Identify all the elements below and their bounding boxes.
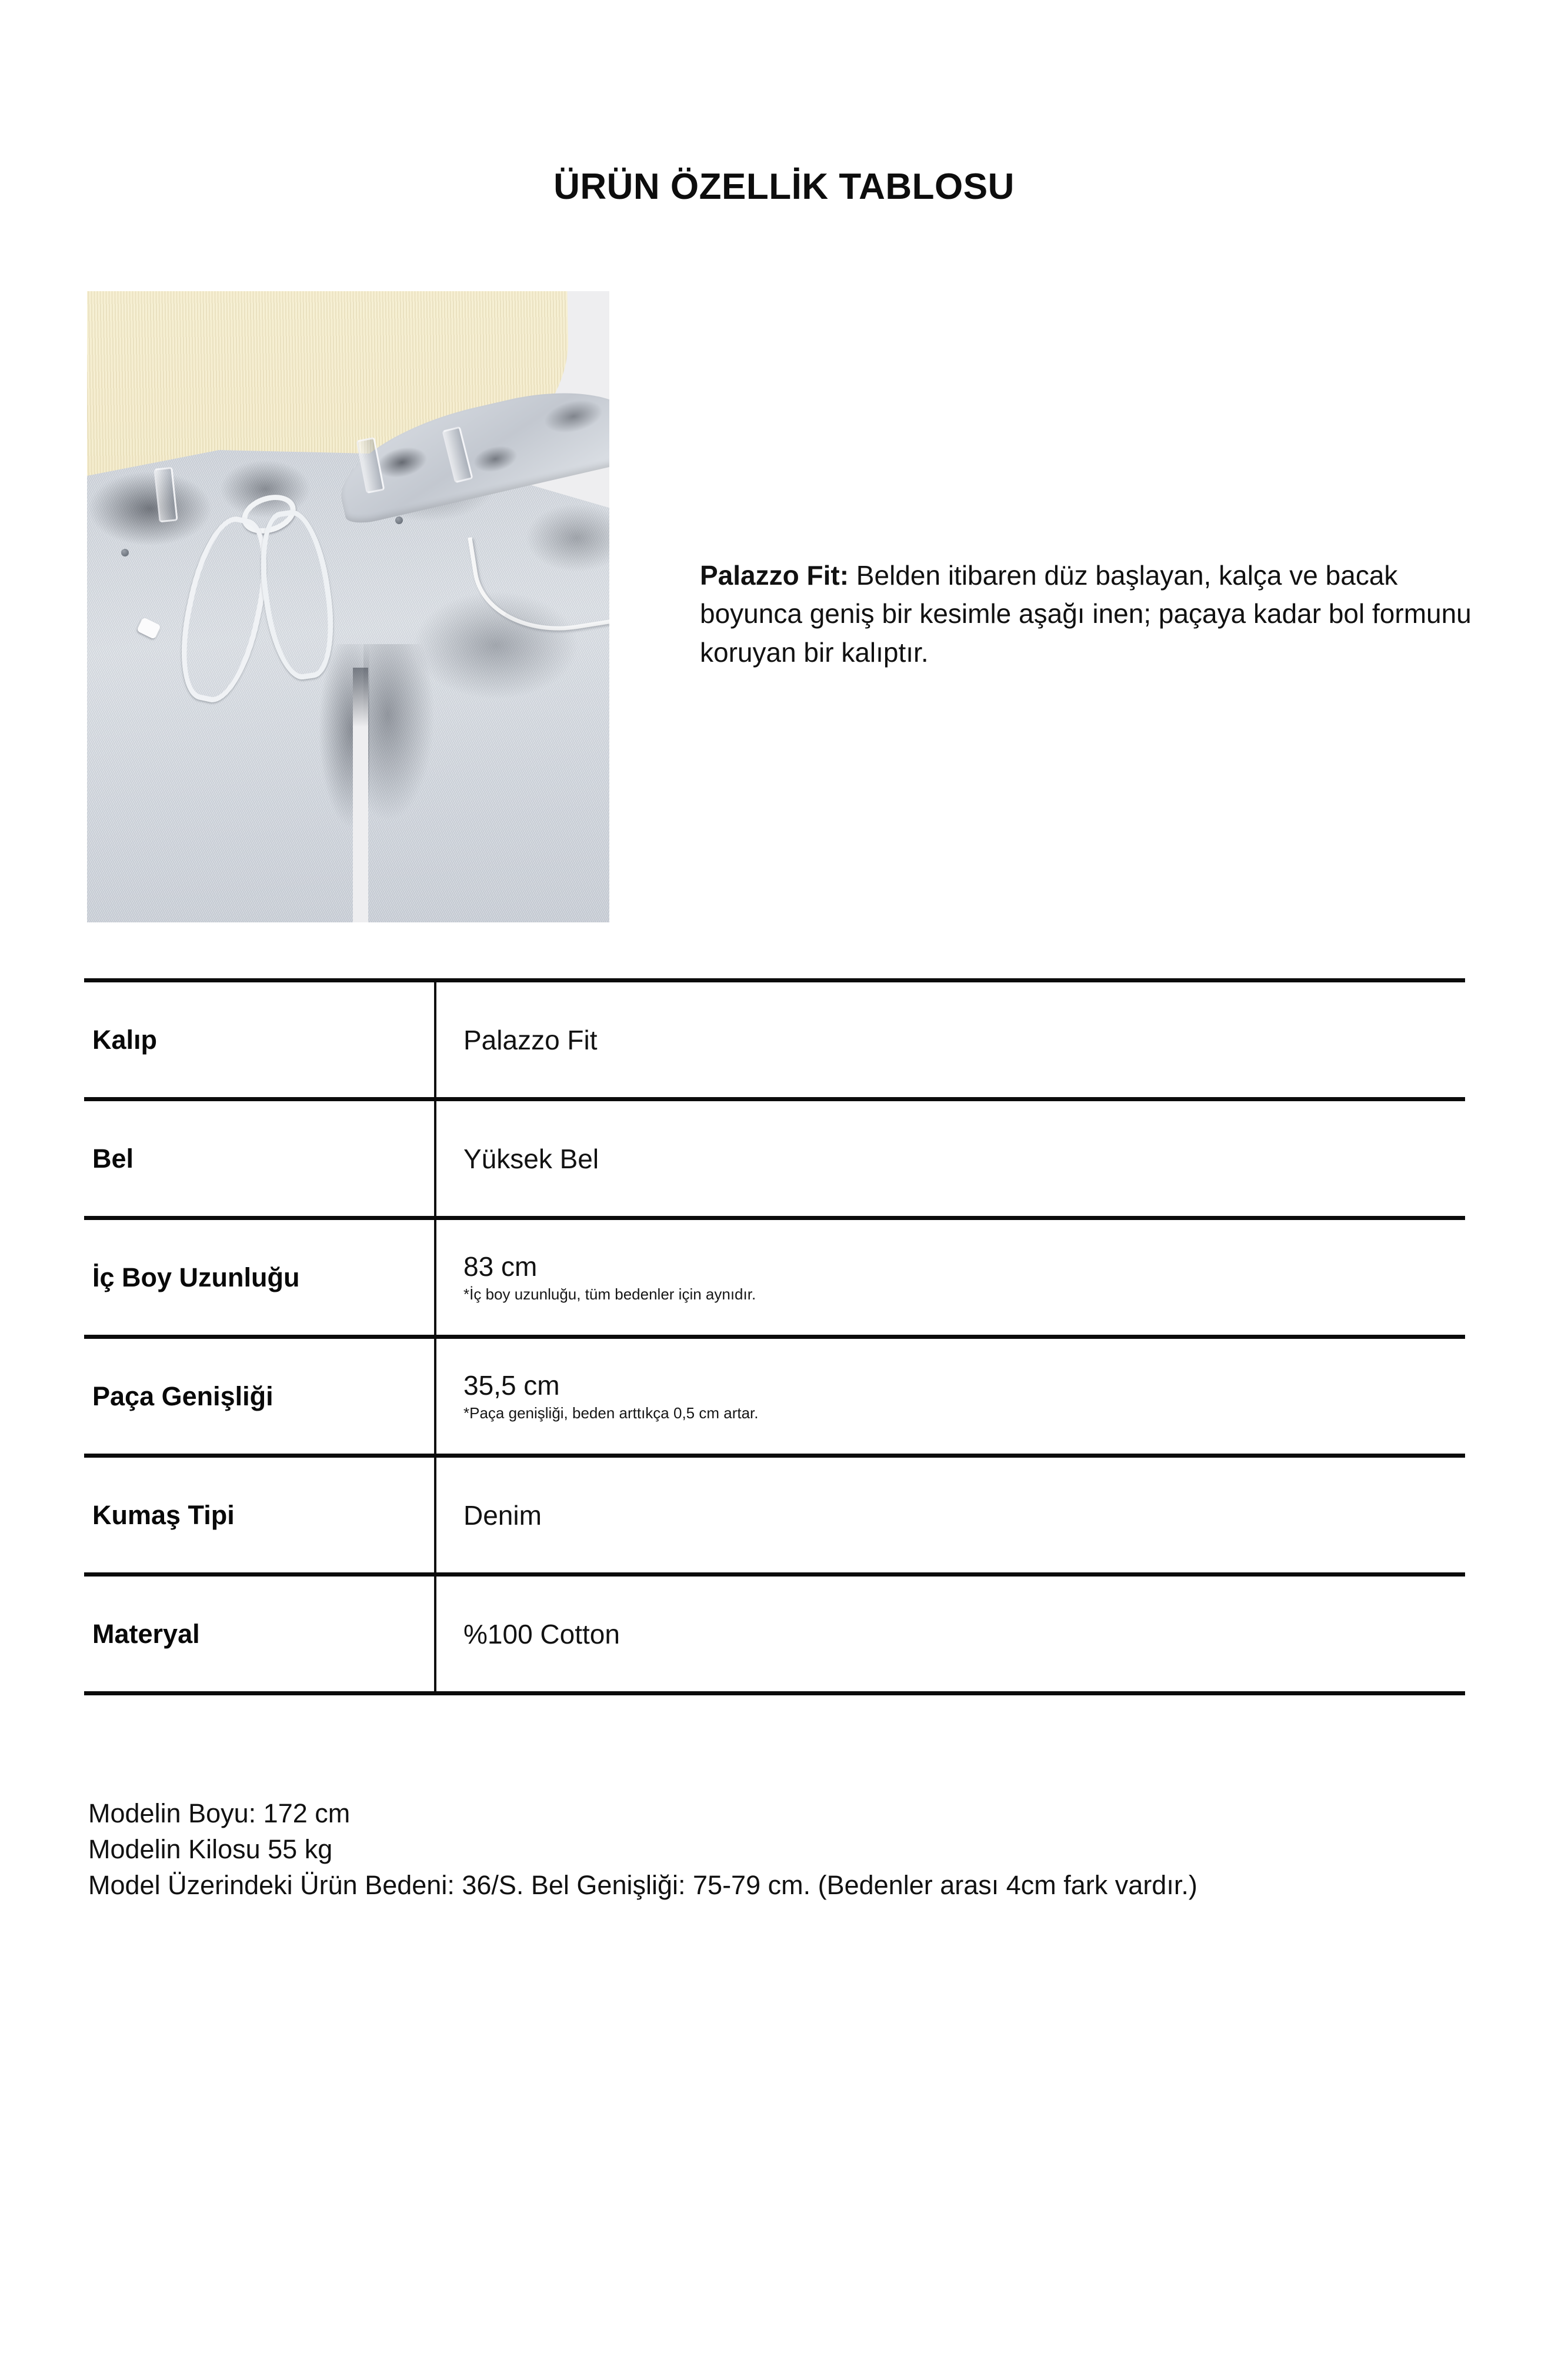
- table-row: [84, 1339, 1465, 1454]
- pocket-rivet: [121, 549, 129, 556]
- column-divider: [434, 1339, 436, 1454]
- spec-value-text: Denim: [463, 1499, 542, 1531]
- table-row: [84, 1101, 1465, 1216]
- spec-value: [434, 1369, 1465, 1423]
- model-height: Modelin Boyu: 172 cm: [88, 1798, 351, 1828]
- spec-label: Kumaş Tipi: [92, 1499, 235, 1530]
- spec-value: [434, 1024, 1465, 1056]
- model-info: [88, 1795, 1453, 1904]
- page-title: ÜRÜN ÖZELLİK TABLOSU: [553, 166, 1015, 207]
- table-bottom-rule: [84, 1691, 1465, 1695]
- spec-value-text: 35,5 cm: [463, 1370, 560, 1401]
- model-product-size: Model Üzerindeki Ürün Bedeni: 36/S. Bel Genişliği: 75-79 cm. (Bedenler arası 4cm fark vardır.): [88, 1870, 1197, 1901]
- table-row: [84, 1220, 1465, 1335]
- table-rule: [84, 1572, 1465, 1577]
- column-divider: [434, 982, 436, 1097]
- right-leg-shadow: [363, 644, 499, 922]
- model-weight: Modelin Kilosu 55 kg: [88, 1834, 333, 1865]
- spec-value-text: 83 cm: [463, 1251, 538, 1282]
- fit-description: [700, 556, 1488, 672]
- spec-label: Materyal: [92, 1618, 200, 1649]
- spec-footnote: *İç boy uzunluğu, tüm bedenler için aynıdır.: [463, 1285, 756, 1304]
- pocket-rivet: [395, 516, 403, 524]
- fit-description-lead: Palazzo Fit:: [700, 560, 849, 591]
- spec-value: [434, 1251, 1465, 1304]
- fit-description-body: Belden itibaren düz başlayan, kalça ve bacak boyunca geniş bir kesimle aşağı inen; paçaya kadar bol formunu koruyan bir kalıptır.: [700, 560, 1472, 668]
- table-top-rule: [84, 978, 1465, 982]
- spec-label: Kalıp: [92, 1024, 158, 1055]
- table-rule: [84, 1216, 1465, 1220]
- table-rule: [84, 1335, 1465, 1339]
- spec-label: İç Boy Uzunluğu: [92, 1262, 300, 1292]
- table-row: [84, 1458, 1465, 1572]
- spec-label: Paça Genişliği: [92, 1381, 273, 1411]
- table-row: [84, 982, 1465, 1097]
- column-divider: [434, 1101, 436, 1216]
- spec-value: [434, 1499, 1465, 1531]
- spec-value: [434, 1618, 1465, 1650]
- table-rule: [84, 1454, 1465, 1458]
- table-row: [84, 1577, 1465, 1691]
- spec-value: [434, 1143, 1465, 1175]
- spec-value-text: Palazzo Fit: [463, 1024, 598, 1055]
- spec-value-text: Yüksek Bel: [463, 1143, 599, 1174]
- column-divider: [434, 1458, 436, 1572]
- column-divider: [434, 1220, 436, 1335]
- leg-separation: [353, 668, 368, 922]
- spec-footnote: *Paça genişliği, beden arttıkça 0,5 cm artar.: [463, 1404, 759, 1422]
- spec-table: [84, 978, 1465, 1695]
- table-rule: [84, 1097, 1465, 1101]
- column-divider: [434, 1577, 436, 1691]
- product-image: [87, 291, 609, 922]
- spec-value-text: %100 Cotton: [463, 1618, 620, 1649]
- spec-label: Bel: [92, 1143, 134, 1174]
